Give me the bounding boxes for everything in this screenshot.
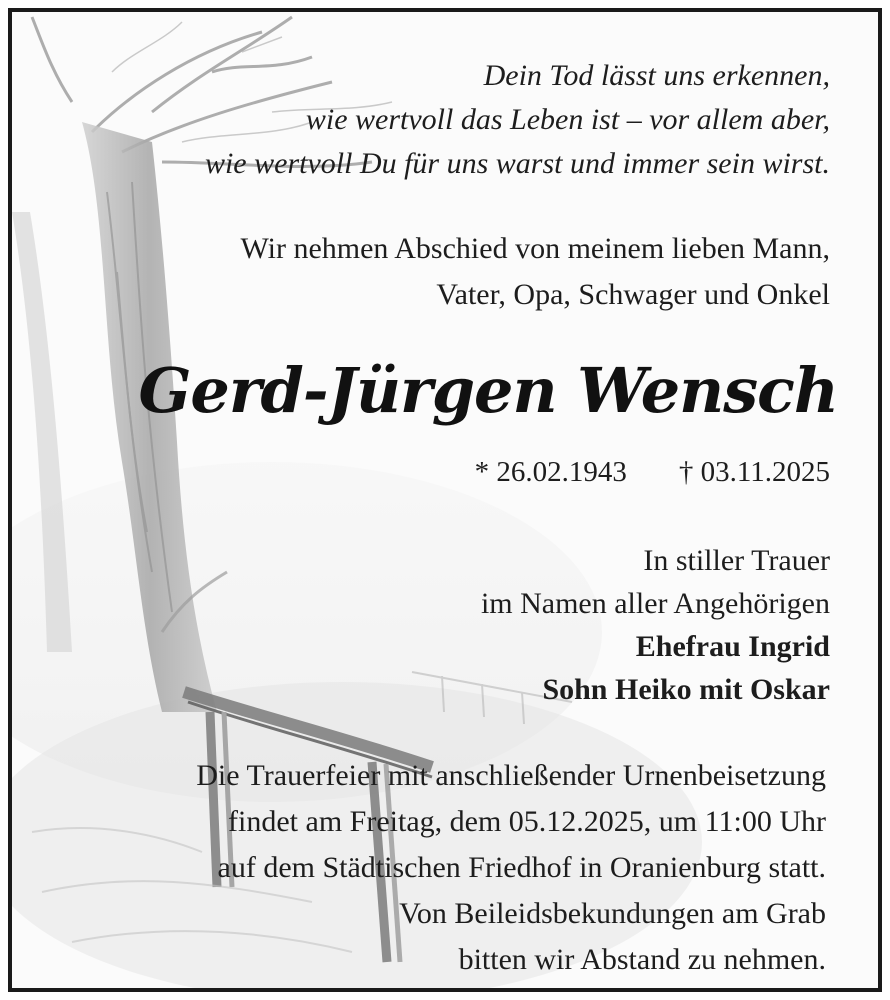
ceremony-line: Von Beileidsbekundungen am Grab	[399, 897, 826, 930]
mourner-intro-line: In stiller Trauer	[643, 544, 830, 577]
mourner-name: Sohn Heiko mit Oskar	[542, 673, 830, 706]
ceremony-line: Die Trauerfeier mit anschließender Urnenbeisetzung	[196, 759, 826, 792]
quote-line: wie wertvoll Du für uns warst und immer sein wirst.	[204, 147, 830, 180]
obituary-frame	[8, 8, 882, 992]
life-dates	[475, 452, 830, 492]
mourner-intro-line: im Namen aller Angehörigen	[480, 587, 830, 620]
deceased-name: Gerd-Jürgen Wensch	[138, 354, 838, 427]
mourner-name: Ehefrau Ingrid	[635, 630, 830, 663]
quote-text	[205, 54, 830, 186]
death-date: † 03.11.2025	[678, 456, 830, 488]
ceremony-line: findet am Freitag, dem 05.12.2025, um 11:00 Uhr	[228, 805, 826, 838]
mourners-block	[481, 539, 830, 711]
quote-line: wie wertvoll das Leben ist – vor allem aber,	[305, 103, 830, 136]
birth-date: * 26.02.1943	[474, 456, 627, 488]
farewell-line: Wir nehmen Abschied von meinem lieben Mann,	[240, 232, 830, 265]
ceremony-line: auf dem Städtischen Friedhof in Oranienburg statt.	[217, 851, 826, 884]
ceremony-line: bitten wir Abstand zu nehmen.	[458, 943, 826, 976]
farewell-line: Vater, Opa, Schwager und Onkel	[436, 278, 830, 311]
ceremony-info	[196, 753, 826, 983]
farewell-text	[241, 226, 830, 318]
quote-line: Dein Tod lässt uns erkennen,	[483, 59, 830, 92]
